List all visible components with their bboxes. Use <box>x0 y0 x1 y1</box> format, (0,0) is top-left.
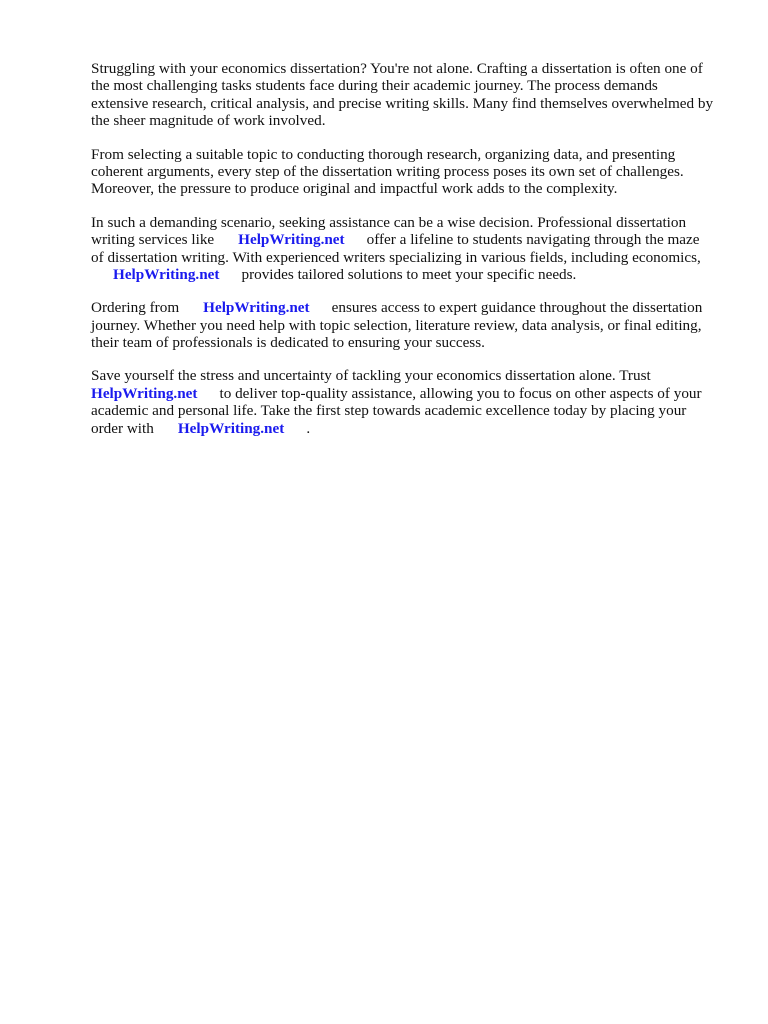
text-line: From selecting a suitable topic to conducting thorough research, organizing data, and presenting <box>91 145 676 163</box>
text-line: Struggling with your economics dissertation? You're not alone. Crafting a dissertation is often one of <box>91 60 703 77</box>
text-segment: provides tailored solutions to meet your specific needs. <box>241 265 577 283</box>
text-segment: writing services like <box>91 231 215 249</box>
text-line <box>91 266 731 283</box>
helpwriting-link[interactable]: HelpWriting.net <box>238 231 345 249</box>
paragraph-assistance <box>91 214 731 284</box>
text-line: Save yourself the stress and uncertainty of tackling your economics dissertation alone. Trust <box>91 367 651 385</box>
paragraph-ordering <box>91 299 731 351</box>
text-line: the sheer magnitude of work involved. <box>91 112 326 130</box>
text-line: coherent arguments, every step of the dissertation writing process poses its own set of challenges. <box>91 162 684 180</box>
helpwriting-link[interactable]: HelpWriting.net <box>177 419 285 437</box>
text-segment: Ordering from <box>91 299 180 317</box>
text-segment: ensures access to expert guidance throughout the dissertation <box>331 299 703 317</box>
text-line <box>91 420 731 437</box>
text-line: the most challenging tasks students face during their academic journey. The process demands <box>91 77 658 95</box>
paragraph-intro <box>91 60 731 130</box>
paragraph-closing <box>91 367 731 437</box>
paragraph-challenges <box>91 146 731 198</box>
helpwriting-link[interactable]: HelpWriting.net <box>91 384 198 402</box>
text-line <box>91 385 731 402</box>
helpwriting-link[interactable]: HelpWriting.net <box>113 265 220 283</box>
text-line <box>91 299 731 316</box>
text-line: In such a demanding scenario, seeking assistance can be a wise decision. Professional dissertation <box>91 213 687 231</box>
text-segment: to deliver top-quality assistance, allowing you to focus on other aspects of your <box>219 384 702 402</box>
text-line: their team of professionals is dedicated to ensuring your success. <box>91 334 485 352</box>
text-line: of dissertation writing. With experienced writers specializing in various fields, including economics, <box>91 248 701 266</box>
text-line: academic and personal life. Take the first step towards academic excellence today by placing your <box>91 402 687 420</box>
text-line <box>91 231 731 248</box>
text-segment: offer a lifeline to students navigating through the maze <box>366 231 700 249</box>
text-segment: order with <box>91 419 154 437</box>
text-segment: . <box>306 419 311 437</box>
text-line: Moreover, the pressure to produce original and impactful work adds to the complexity. <box>91 180 618 198</box>
text-line: journey. Whether you need help with topic selection, literature review, data analysis, or final editing, <box>91 316 702 334</box>
text-line: extensive research, critical analysis, and precise writing skills. Many find themselves overwhelmed by <box>91 94 714 112</box>
helpwriting-link[interactable]: HelpWriting.net <box>203 299 310 317</box>
document-page <box>91 60 731 453</box>
